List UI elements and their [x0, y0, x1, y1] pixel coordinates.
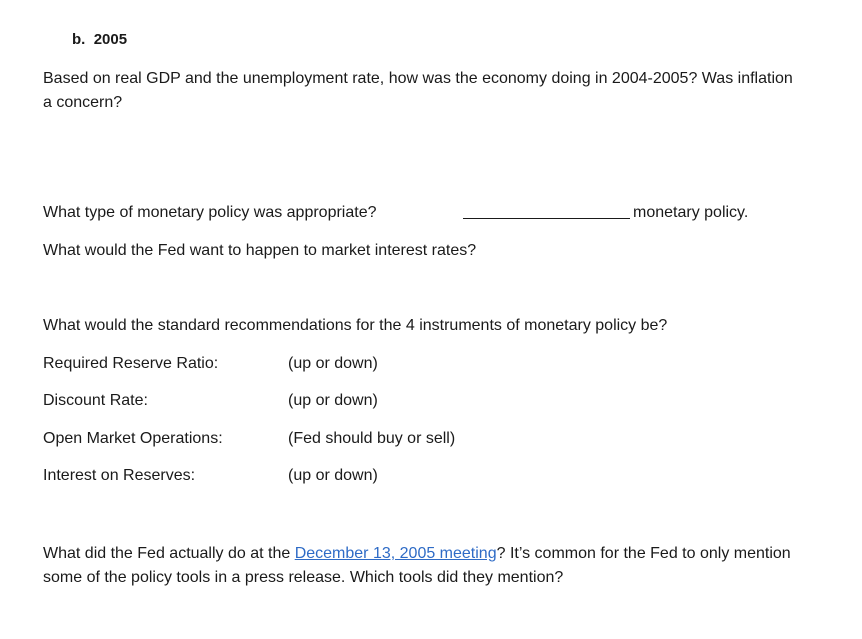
section-year: 2005 — [93, 31, 128, 48]
instrument-hint-interest-reserves: (up or down) — [288, 467, 378, 484]
question-fed-actions — [43, 542, 813, 590]
policy-suffix: monetary policy. — [633, 204, 749, 221]
question-economy: Based on real GDP and the unemployment rate, how was the economy doing in 2004-2005? Was inflation a concern? — [43, 70, 793, 111]
question-interest-rates: What would the Fed want to happen to market interest rates? — [43, 242, 477, 259]
question-instruments: What would the standard recommendations for the 4 instruments of monetary policy be? — [43, 317, 668, 334]
instrument-name-interest-reserves: Interest on Reserves: — [43, 467, 196, 484]
section-heading — [72, 31, 127, 48]
instrument-name-reserve-ratio: Required Reserve Ratio: — [43, 355, 219, 372]
instrument-name-discount-rate: Discount Rate: — [43, 392, 148, 409]
meeting-link[interactable]: December 13, 2005 meeting — [294, 545, 497, 562]
instrument-hint-reserve-ratio: (up or down) — [288, 355, 378, 372]
fed-question-after: ? It’s common for the Fed to only mention some of the policy tools in a press release. Which tools did they mention? — [43, 545, 791, 586]
instrument-hint-discount-rate: (up or down) — [288, 392, 378, 409]
instrument-hint-open-market: (Fed should buy or sell) — [288, 430, 456, 447]
section-label: b. — [72, 31, 86, 48]
question-policy-type: What type of monetary policy was appropriate? — [43, 204, 377, 221]
instrument-name-open-market: Open Market Operations: — [43, 430, 223, 447]
answer-blank-line — [463, 218, 630, 219]
fed-question-before: What did the Fed actually do at the — [43, 545, 295, 562]
